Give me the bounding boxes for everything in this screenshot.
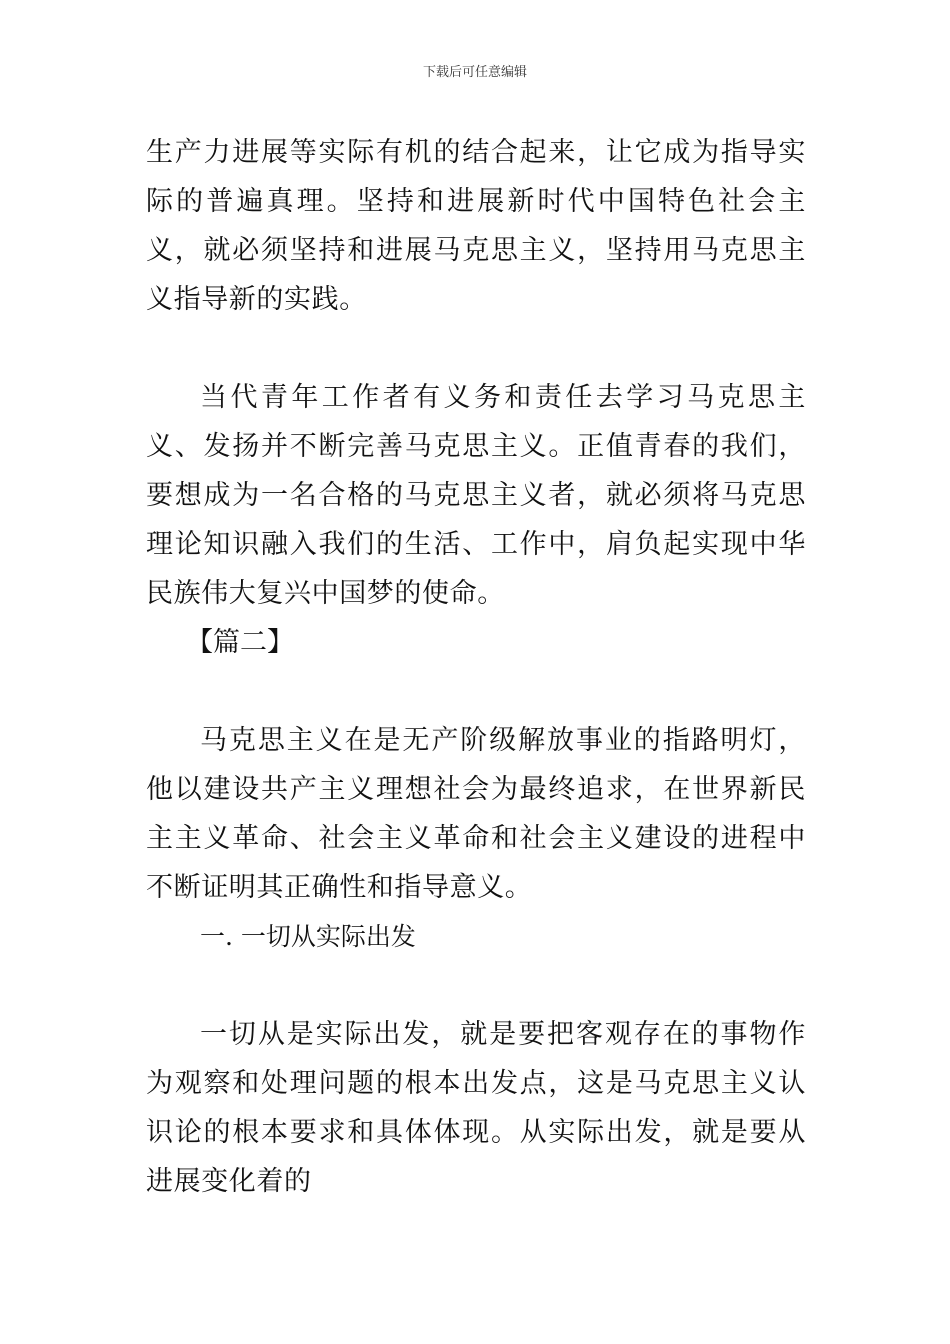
document-body: [146, 128, 806, 1206]
page-header: 下载后可任意编辑: [422, 65, 527, 80]
paragraph-from-reality: 一切从是实际出发，就是要把客观存在的事物作为观察和处理问题的根本出发点，这是马克思主义认识论的根本要求和具体体现。从实际出发，就是要从进展变化着的: [146, 1019, 806, 1197]
paragraph-continued: 生产力进展等实际有机的结合起来，让它成为指导实际的普遍真理。坚持和进展新时代中国特色社会主义，就必须坚持和进展马克思主义，坚持用马克思主义指导新的实践。: [146, 137, 806, 315]
subsection-heading: 一. 一切从实际出发: [200, 922, 416, 951]
paragraph-marxism-intro: 马克思主义在是无产阶级解放事业的指路明灯，他以建设共产主义理想社会为最终追求，在世界新民主主义革命、社会主义革命和社会主义建设的进程中不断证明其正确性和指导意义。: [146, 725, 806, 903]
paragraph-youth-workers: 当代青年工作者有义务和责任去学习马克思主义、发扬并不断完善马克思主义。正值青春的我们，要想成为一名合格的马克思主义者，就必须将马克思理论知识融入我们的生活、工作中，肩负起实现中华民族伟大复兴中国梦的使命。: [146, 382, 806, 609]
section-title: 【篇二】: [186, 627, 294, 658]
